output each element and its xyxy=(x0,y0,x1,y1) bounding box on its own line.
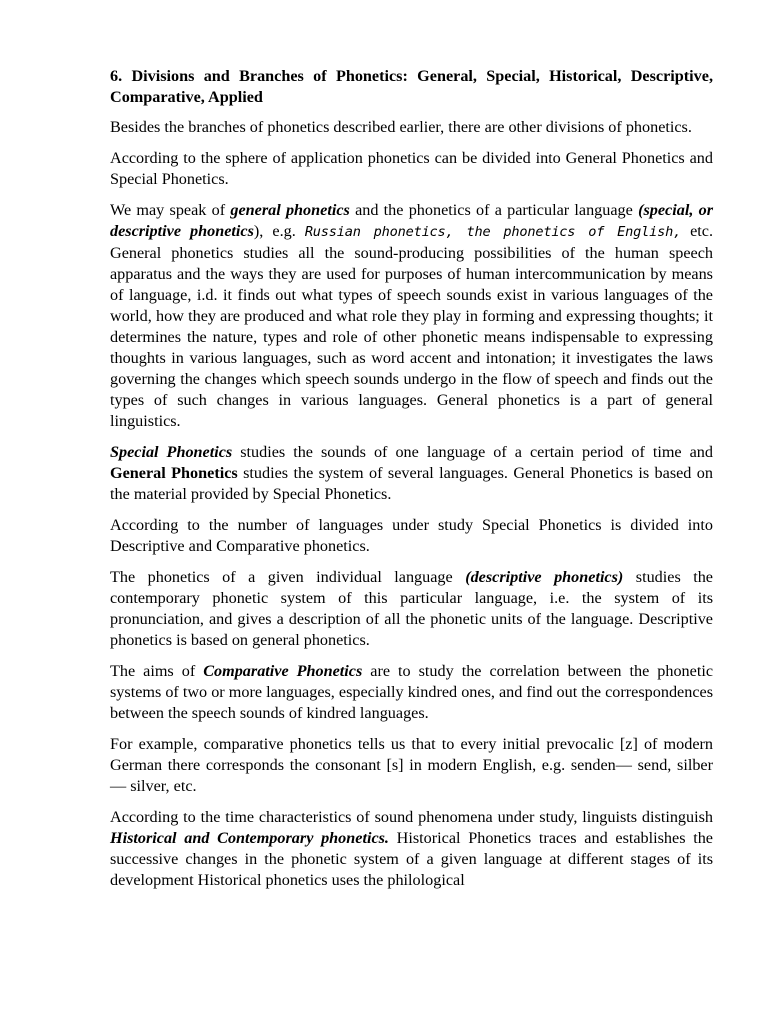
paragraph-1: Besides the branches of phonetics described earlier, there are other divisions of phonetics. xyxy=(110,118,692,136)
paragraph-6 xyxy=(110,567,713,651)
p4-text-b: studies the system of several languages. General Phonetics is based on the material provided by Special Phonetics. xyxy=(110,464,713,503)
p9-text-a: According to the time characteristics of sound phenomena under study, linguists distinguish xyxy=(110,808,713,826)
term-general-phonetics-bold: General Phonetics xyxy=(110,464,238,482)
example-languages: Russian phonetics, the phonetics of English, xyxy=(304,224,682,240)
section-heading: 6. Divisions and Branches of Phonetics: General, Special, Historical, Descriptive, Comparative, Applied xyxy=(110,67,713,106)
term-descriptive-phonetics: (descriptive phonetics) xyxy=(465,568,624,586)
p3-text-c: ), e.g. xyxy=(253,222,305,240)
p4-text-a: studies the sounds of one language of a certain period of time and xyxy=(232,443,713,461)
paragraph-3 xyxy=(110,200,713,432)
term-historical-contemporary-phonetics: Historical and Contemporary phonetics. xyxy=(110,829,389,847)
term-special-phonetics: Special Phonetics xyxy=(110,443,233,461)
p3-text-d: etc. General phonetics studies all the sound-producing possibilities of the human speech apparatus and the ways they are used for purposes of human intercommunication by means of language, i.d. it finds out what types of speech sounds exist in various languages of the world, how they are produced and what role they play in forming and expressing thoughts; it determines the nature, types and role of other phonetic means indispensable to expressing thoughts in various languages, such as word accent and intonation; it investigates the laws governing the changes which speech sounds undergo in the flow of speech and finds out the types of such changes in various languages. General phonetics is a part of general linguistics. xyxy=(110,222,714,430)
paragraph-5: According to the number of languages under study Special Phonetics is divided into Descriptive and Comparative phonetics. xyxy=(110,516,713,555)
paragraph-8: For example, comparative phonetics tells us that to every initial prevocalic [z] of modern German there corresponds the consonant [s] in modern English, e.g. senden— send, silber — silver, etc. xyxy=(110,735,713,795)
paragraph-4 xyxy=(110,442,713,505)
term-general-phonetics: general phonetics xyxy=(230,201,350,219)
paragraph-9 xyxy=(110,807,713,891)
term-comparative-phonetics: Comparative Phonetics xyxy=(203,662,363,680)
p3-text-a: We may speak of xyxy=(110,201,231,219)
term-special-descriptive-phonetics: (special, or descriptive phonetics xyxy=(110,201,714,240)
p7-text-b: are to study the correlation between the phonetic systems of two or more languages, especially kindred ones, and find out the correspondences between the speech sounds of kindred languages. xyxy=(110,662,714,722)
p9-text-b: Historical Phonetics traces and establishes the successive changes in the phonetic system of a given language at different stages of its development Historical phonetics uses the philological xyxy=(110,829,713,889)
p3-text-b: and the phonetics of a particular language xyxy=(349,201,639,219)
p6-text-b: studies the contemporary phonetic system of this particular language, i.e. the system of its pronunciation, and gives a description of all the phonetic units of the language. Descriptive phonetics is based on general phonetics. xyxy=(110,568,713,649)
p6-text-a: The phonetics of a given individual language xyxy=(110,568,466,586)
p7-text-a: The aims of xyxy=(110,662,204,680)
paragraph-2: According to the sphere of application phonetics can be divided into General Phonetics and Special Phonetics. xyxy=(110,149,713,188)
paragraph-7 xyxy=(110,661,713,724)
